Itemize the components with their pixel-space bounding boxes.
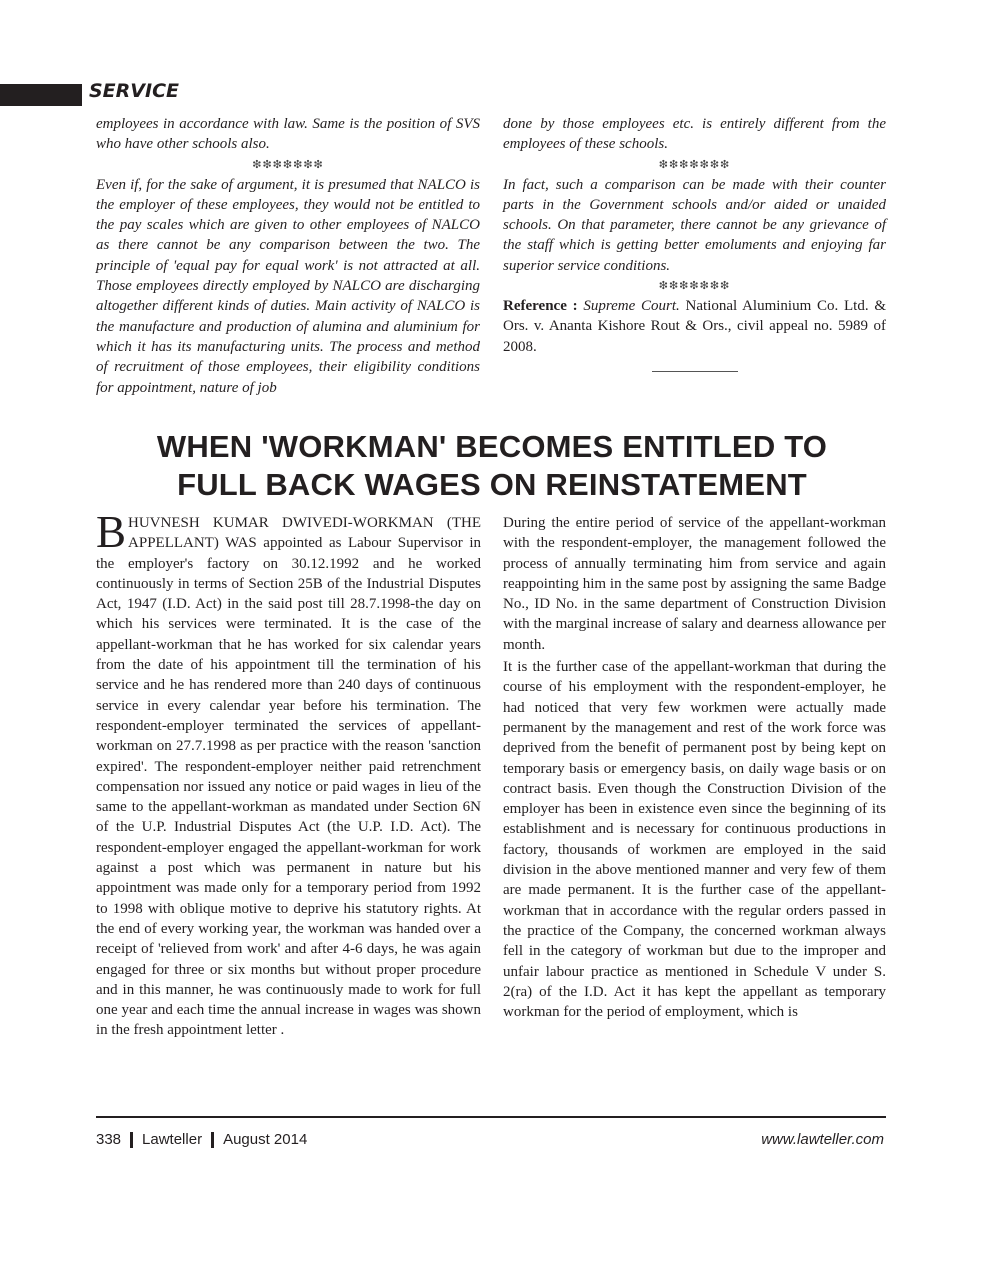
section-bar <box>0 84 82 106</box>
reference <box>503 296 886 357</box>
article-left-para <box>96 507 481 1041</box>
page-number: 338 <box>96 1131 122 1148</box>
separator-stars: ❇❇❇❇❇❇❇ <box>658 280 731 293</box>
footer-left <box>96 1131 307 1148</box>
drop-cap: B <box>96 507 127 557</box>
top-left-para-1: employees in accordance with law. Same is the position of SVS who have other schools also. <box>96 116 480 153</box>
magazine-name: Lawteller <box>142 1131 203 1148</box>
top-left-column <box>96 114 480 398</box>
article-right-para-1: During the entire period of service of the appellant-workman with the respondent-employer, the management followed the process of annually terminating him from service and again reappointing him in the same post by assigning the same Badge No., ID No. in the same department of Construction Division with the marginal increase of salary and dearness allowance per month. <box>503 515 886 653</box>
top-right-para-1: done by those employees etc. is entirely different from the employees of these schools. <box>503 116 886 153</box>
top-left-para-2: Even if, for the sake of argument, it is presumed that NALCO is the employer of these employees, they would not be entitled to the pay scales which are given to other employees of NALCO as there cannot be any comparison between the two. The principle of 'equal pay for equal work' is not attracted at all. Those employees directly employed by NALCO are discharging altogether different kinds of duties. Main activity of NALCO is the manufacture and production of alumina and aluminium for which it has its manufacturing units. The process and method of recruitment of those employees, their eligibility conditions for appointment, nature of job <box>96 176 480 396</box>
article-right-column <box>503 513 886 1022</box>
article-title-line-1: WHEN 'WORKMAN' BECOMES ENTITLED TO <box>156 429 828 464</box>
reference-citation: National Aluminium Co. Ltd. & Ors. v. Ananta Kishore Rout & Ors., civil appeal no. 5989 of 2008. <box>503 298 887 355</box>
footer-divider <box>130 1132 133 1148</box>
reference-label: Reference : <box>503 298 578 315</box>
separator-stars: ❇❇❇❇❇❇❇ <box>252 158 324 171</box>
footer-divider <box>211 1132 214 1148</box>
footer-rule <box>96 1116 886 1118</box>
article-title <box>96 428 888 504</box>
article-right-para-2: It is the further case of the appellant-workman that during the course of his employment with the respondent-employer, he had noticed that very few workmen were actually made permanent by the management and rest of the work force was deprived from the benefit of permanent post by being kept on temporary basis or emergency basis, on daily wage basis or on contract basis. Even though the Construction Division of the employer has been in existence even since the beginning of its establishment and is necessary for continuous productions in factory, thousands of workmen are employed in the said division in the above mentioned manner and very few of them are made permanent. It is the further case of the appellant-workman that in accordance with the regular orders passed in the practice of the Company, the concerned workman always fell in the category of workman but due to the improper and unfair labour practice as mentioned in Schedule V under S. 2(ra) of the I.D. Act it has kept the appellant as temporary workman for the period of employment, which is <box>503 659 886 1021</box>
separator-stars: ❇❇❇❇❇❇❇ <box>658 158 731 171</box>
section-label: SERVICE <box>89 80 179 102</box>
top-right-para-2: In fact, such a comparison can be made with their counter parts in the Government schools and/or aided or unaided schools. On that parameter, there cannot be any grievance of the staff which is getting better emoluments and enjoying far superior service conditions. <box>503 176 886 274</box>
end-rule <box>652 371 738 372</box>
website-link[interactable]: www.lawteller.com <box>761 1131 884 1148</box>
top-right-column <box>503 114 886 372</box>
article-left-text: HUVNESH KUMAR DWIVEDI-WORKMAN (THE APPELLANT) WAS appointed as Labour Supervisor in the employer's factory on 30.12.1992 and he worked continuously in terms of Section 25B of the Industrial Disputes Act, 1947 (I.D. Act) in the said post till 28.7.1998-the day on which his services were terminated. It is the case of the appellant-workman that he has worked for six calendar years from the date of his appointment till the termination of his service and he has rendered more than 240 days of continuous service in every calendar year before his termination. The respondent-employer terminated the services of appellant-workman on 27.7.1998 as per practice with the reason 'sanction expired'. The respondent-employer neither paid retrenchment compensation nor issued any notice or paid wages in lieu of the same to the appellant-workman as mandated under Section 6N of the U.P. Industrial Disputes Act (the U.P. I.D. Act). The respondent-employer engaged the appellant-workman for work against a post which was permanent in nature but his appointment was made only for a temporary period from 1992 to 1998 with oblique motive to deprive his statutory rights. At the end of every working year, the workman was handed over a receipt of 'relieved from work' and after 4-6 days, he was again engaged for three or six months but without proper procedure and in this manner, he was continuously made to work for full one year and each time the annual increase in wages was shown in the fresh appointment letter . <box>96 515 481 1039</box>
issue-date: August 2014 <box>223 1131 308 1148</box>
reference-court: Supreme Court. <box>583 298 680 315</box>
article-left-column <box>96 507 481 1041</box>
article-title-line-2: FULL BACK WAGES ON REINSTATEMENT <box>177 467 807 502</box>
